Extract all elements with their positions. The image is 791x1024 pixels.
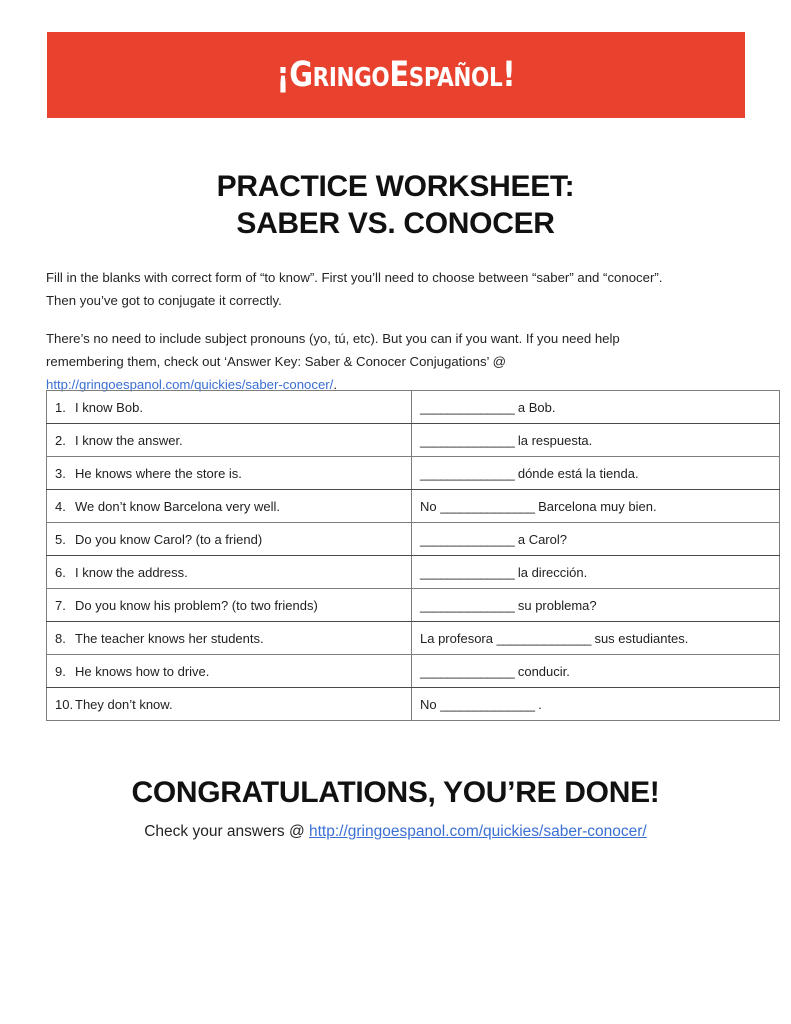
answer-prefix: La profesora [420, 630, 497, 646]
logo-g-cap: G [289, 54, 313, 95]
page-title-line-1: PRACTICE WORKSHEET: [216, 170, 575, 204]
table-cell-spanish[interactable] [412, 424, 780, 457]
table-cell-spanish[interactable] [412, 391, 780, 424]
item-english: The teacher knows her students. [75, 630, 264, 646]
item-english: I know the answer. [75, 432, 183, 448]
check-answers-line [0, 823, 791, 841]
table-cell-spanish[interactable] [412, 490, 780, 523]
instructions-paragraph-2 [46, 327, 691, 396]
logo-e-cap: E [389, 54, 410, 95]
item-number: 5. [55, 531, 66, 547]
table-row [47, 523, 780, 556]
answer-blank[interactable]: ______________ [420, 564, 515, 580]
exercise-table-body [47, 391, 780, 721]
table-row [47, 391, 780, 424]
item-english: Do you know Carol? (to a friend) [75, 531, 263, 547]
table-cell-spanish[interactable] [412, 655, 780, 688]
item-number: 6. [55, 564, 66, 580]
answer-suffix: la respuesta. [514, 432, 593, 448]
answer-blank[interactable]: ______________ [440, 696, 535, 712]
table-cell-english [47, 556, 412, 589]
table-cell-english [47, 391, 412, 424]
answer-blank[interactable]: ______________ [420, 432, 515, 448]
answer-prefix: No [420, 498, 441, 514]
answer-blank[interactable]: ______________ [420, 465, 515, 481]
table-cell-spanish[interactable] [412, 688, 780, 721]
table-row [47, 457, 780, 490]
answer-blank[interactable]: ______________ [420, 399, 515, 415]
table-row [47, 622, 780, 655]
page-title-line-2: SABER VS. CONOCER [236, 207, 555, 241]
instructions-text-after-link: . [333, 377, 338, 393]
congratulations-heading: CONGRATULATIONS, YOU’RE DONE! [131, 776, 660, 809]
answer-suffix: Barcelona muy bien. [534, 498, 657, 514]
item-number: 4. [55, 498, 66, 514]
table-cell-spanish[interactable] [412, 622, 780, 655]
table-row [47, 589, 780, 622]
answer-blank[interactable]: ______________ [440, 498, 535, 514]
instructions-paragraph-1: Fill in the blanks with correct form of “to know”. First you’ll need to choose between “saber” and “conocer”. Then you’ve got to conjugate it correctly. [46, 270, 663, 309]
item-number: 10. [55, 696, 74, 712]
logo-excl-open: ¡ [276, 54, 290, 95]
answer-blank[interactable]: ______________ [420, 663, 515, 679]
table-cell-spanish[interactable] [412, 457, 780, 490]
brand-banner [47, 32, 745, 118]
answer-suffix: a Bob. [514, 399, 556, 415]
item-english: We don’t know Barcelona very well. [75, 498, 280, 514]
item-english: I know the address. [75, 564, 188, 580]
answer-blank[interactable]: ______________ [420, 531, 515, 547]
table-row [47, 490, 780, 523]
item-number: 7. [55, 597, 66, 613]
answer-blank[interactable]: ______________ [420, 597, 515, 613]
table-row [47, 424, 780, 457]
item-number: 8. [55, 630, 66, 646]
answer-prefix: No [420, 696, 441, 712]
answer-suffix: sus estudiantes. [590, 630, 689, 646]
item-english: I know Bob. [75, 399, 143, 415]
table-cell-spanish[interactable] [412, 556, 780, 589]
check-answers-link[interactable]: http://gringoespanol.com/quickies/saber-conocer/ [309, 823, 647, 840]
check-answers-label: Check your answers @ [144, 823, 309, 840]
page-title [0, 168, 791, 242]
table-cell-english [47, 523, 412, 556]
item-english: He knows where the store is. [75, 465, 242, 481]
instructions-text-before-link: There’s no need to include subject pronouns (yo, tú, etc). But you can if you want. If you need help remembering them, check out ‘Answer Key: Saber & Conocer Conjugations’ @ [46, 331, 620, 370]
item-number: 1. [55, 399, 66, 415]
table-cell-english [47, 424, 412, 457]
item-english: Do you know his problem? (to two friends) [75, 597, 318, 613]
brand-logo [276, 54, 516, 95]
table-row [47, 688, 780, 721]
exercise-table [46, 390, 780, 721]
table-cell-english [47, 622, 412, 655]
item-english: They don’t know. [75, 696, 173, 712]
table-cell-english [47, 457, 412, 490]
table-cell-english [47, 688, 412, 721]
answer-suffix: dónde está la tienda. [514, 465, 639, 481]
table-row [47, 655, 780, 688]
table-cell-english [47, 655, 412, 688]
item-number: 3. [55, 465, 66, 481]
item-number: 2. [55, 432, 66, 448]
answer-blank[interactable]: ______________ [496, 630, 591, 646]
logo-excl-close: ! [502, 54, 516, 95]
table-cell-english [47, 490, 412, 523]
answer-suffix: su problema? [514, 597, 597, 613]
answer-suffix: la dirección. [514, 564, 588, 580]
item-number: 9. [55, 663, 66, 679]
logo-spanol: SPAÑOL [409, 62, 503, 93]
item-english: He knows how to drive. [75, 663, 210, 679]
table-cell-spanish[interactable] [412, 589, 780, 622]
table-cell-english [47, 589, 412, 622]
table-cell-spanish[interactable] [412, 523, 780, 556]
logo-ringo: RINGO [312, 62, 390, 93]
answer-key-link[interactable]: http://gringoespanol.com/quickies/saber-conocer/ [46, 377, 334, 393]
answer-suffix: a Carol? [514, 531, 567, 547]
table-row [47, 556, 780, 589]
answer-suffix: . [534, 696, 542, 712]
answer-suffix: conducir. [514, 663, 570, 679]
